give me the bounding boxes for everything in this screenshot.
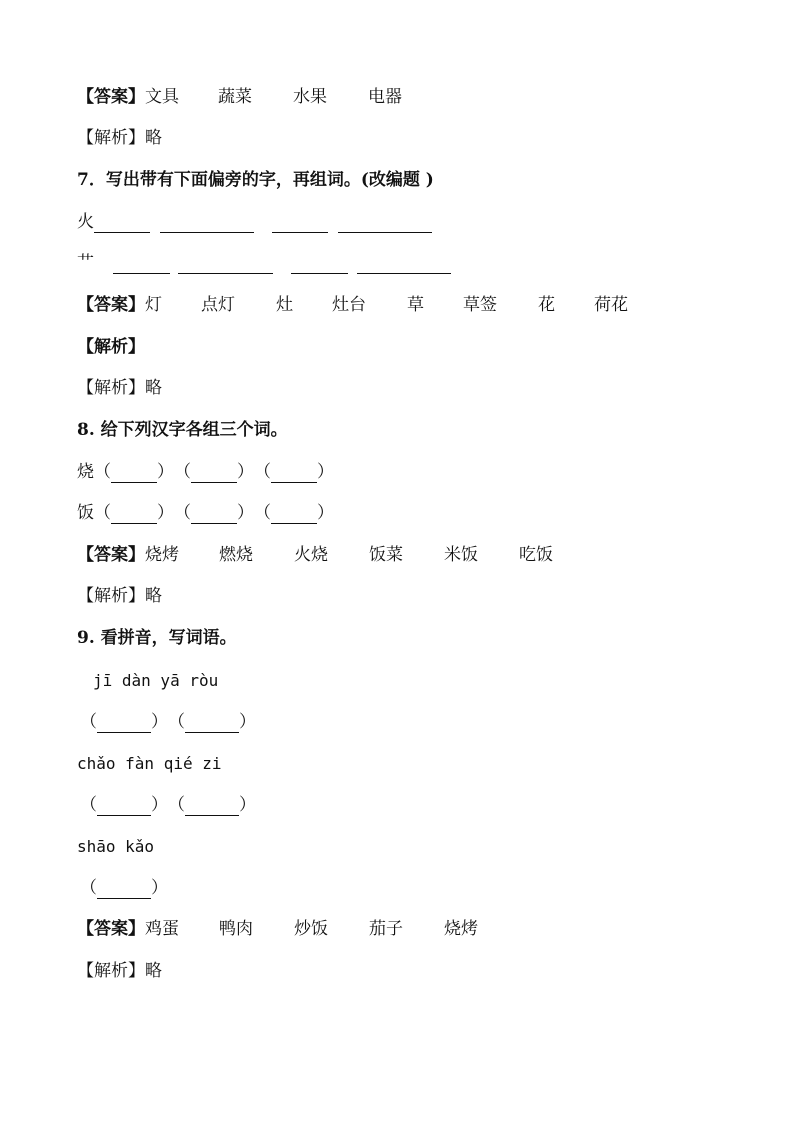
answer-blank[interactable] <box>111 507 157 524</box>
close-paren: ） <box>151 712 168 732</box>
answer-item: 茄子 <box>369 919 403 939</box>
q8-shao-row <box>77 461 334 483</box>
answer-blank[interactable] <box>185 716 239 733</box>
answer-blank[interactable] <box>111 466 157 483</box>
answer-item: 点灯 <box>201 295 235 315</box>
open-paren: （ <box>168 712 185 732</box>
answer-line-prev <box>77 86 402 108</box>
answer-item: 草 <box>407 295 424 315</box>
explanation-text: 略 <box>145 128 162 148</box>
open-paren: （ <box>94 503 111 523</box>
answer-item: 文具 <box>145 87 179 107</box>
close-paren: ） <box>239 712 256 732</box>
question-8-title: 8. 给下列汉字各组三个词。 <box>77 420 288 440</box>
explanation-text: 略 <box>145 961 162 981</box>
explanation-tag: 【解析】 <box>77 586 145 606</box>
answer-item: 草签 <box>463 295 497 315</box>
explanation-text: 略 <box>145 378 162 398</box>
q9-blank-row-3 <box>80 877 168 899</box>
answer-blank[interactable] <box>271 507 317 524</box>
close-paren: ） <box>237 503 254 523</box>
target-char: 饭 <box>77 503 94 523</box>
answer-item: 灯 <box>145 295 162 315</box>
explanation-text: 略 <box>145 586 162 606</box>
answer-item: 蔬菜 <box>218 87 252 107</box>
explanation-line-7 <box>77 377 162 399</box>
answer-item: 火烧 <box>294 545 328 565</box>
close-paren: ） <box>151 878 168 898</box>
close-paren: ） <box>157 503 174 523</box>
answer-item: 炒饭 <box>294 919 328 939</box>
close-paren: ） <box>239 795 256 815</box>
answer-tag: 【答案】 <box>77 87 145 107</box>
answer-item: 饭菜 <box>369 545 403 565</box>
answer-blank[interactable] <box>178 257 273 274</box>
open-paren: （ <box>254 462 271 482</box>
answer-item: 灶台 <box>332 295 366 315</box>
answer-item: 米饭 <box>444 545 478 565</box>
answer-blank[interactable] <box>191 466 237 483</box>
explanation-tag: 【解析】 <box>77 378 145 398</box>
answer-tag: 【答案】 <box>77 919 145 939</box>
q7-fire-row <box>77 211 432 233</box>
open-paren: （ <box>80 795 97 815</box>
answer-blank[interactable] <box>94 216 150 233</box>
answer-item: 灶 <box>276 295 293 315</box>
open-paren: （ <box>80 878 97 898</box>
answer-line-9 <box>77 918 478 940</box>
answer-item: 荷花 <box>594 295 628 315</box>
answer-blank[interactable] <box>338 216 432 233</box>
radical-fire: 火 <box>77 212 94 232</box>
open-paren: （ <box>174 503 191 523</box>
answer-blank[interactable] <box>272 216 328 233</box>
explanation-tag: 【解析】 <box>77 961 145 981</box>
answer-blank[interactable] <box>185 799 239 816</box>
q8-fan-row <box>77 502 334 524</box>
answer-blank[interactable] <box>97 799 151 816</box>
answer-tag: 【答案】 <box>77 295 145 315</box>
answer-line-8 <box>77 544 553 566</box>
answer-blank[interactable] <box>191 507 237 524</box>
pinyin-line-3: shāo kǎo <box>77 837 155 856</box>
radical-grass: 艹 <box>77 253 94 273</box>
answer-item: 烧烤 <box>145 545 179 565</box>
answer-blank[interactable] <box>291 257 348 274</box>
open-paren: （ <box>80 712 97 732</box>
answer-tag: 【答案】 <box>77 545 145 565</box>
explanation-line-9 <box>77 960 162 982</box>
answer-item: 鸡蛋 <box>145 919 179 939</box>
close-paren: ） <box>317 462 334 482</box>
explanation-tag: 【解析】 <box>77 128 145 148</box>
q9-blank-row-1 <box>80 711 256 733</box>
question-9-title: 9. 看拼音，写词语。 <box>77 628 237 648</box>
answer-blank[interactable] <box>160 216 254 233</box>
answer-item: 燃烧 <box>219 545 253 565</box>
explanation-line-8 <box>77 585 162 607</box>
answer-item: 电器 <box>368 87 402 107</box>
answer-blank[interactable] <box>97 716 151 733</box>
close-paren: ） <box>317 503 334 523</box>
open-paren: （ <box>94 462 111 482</box>
answer-item: 吃饭 <box>519 545 553 565</box>
question-7-title: 7．写出带有下面偏旁的字，再组词。(改编题 ) <box>77 170 434 190</box>
open-paren: （ <box>174 462 191 482</box>
open-paren: （ <box>254 503 271 523</box>
close-paren: ） <box>157 462 174 482</box>
answer-blank[interactable] <box>271 466 317 483</box>
pinyin-line-1: jī dàn yā ròu <box>93 671 219 690</box>
answer-blank[interactable] <box>97 882 151 899</box>
open-paren: （ <box>168 795 185 815</box>
answer-item: 烧烤 <box>444 919 478 939</box>
close-paren: ） <box>151 795 168 815</box>
answer-line-7 <box>77 294 628 316</box>
target-char: 烧 <box>77 462 94 482</box>
explanation-heading-7 <box>77 336 145 358</box>
answer-item: 水果 <box>293 87 327 107</box>
explanation-line-prev <box>77 127 162 149</box>
close-paren: ） <box>237 462 254 482</box>
answer-blank[interactable] <box>113 257 170 274</box>
q7-grass-row <box>77 252 451 274</box>
pinyin-line-2: chǎo fàn qié zi <box>77 754 222 773</box>
answer-item: 鸭肉 <box>219 919 253 939</box>
q9-blank-row-2 <box>80 794 256 816</box>
explanation-tag: 【解析】 <box>77 337 145 357</box>
answer-blank[interactable] <box>357 257 451 274</box>
answer-item: 花 <box>538 295 555 315</box>
